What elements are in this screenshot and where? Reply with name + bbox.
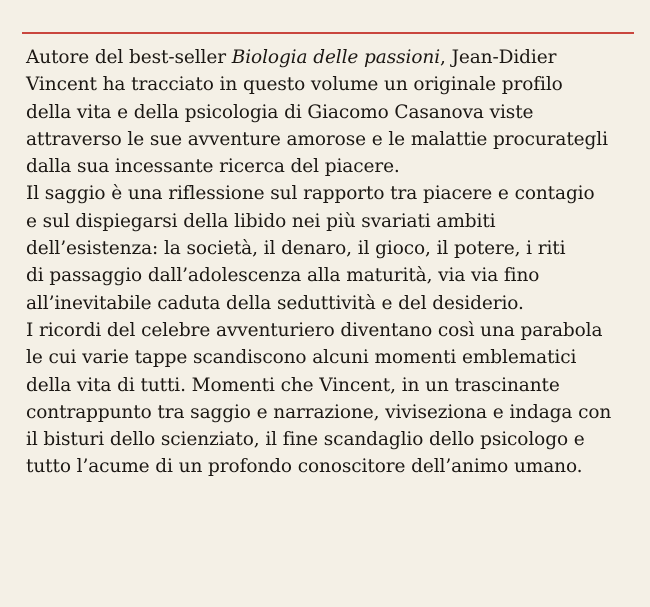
blurb-line: contrappunto tra saggio e narrazione, viviseziona e indaga con — [26, 401, 612, 423]
blurb-text — [26, 44, 641, 481]
blurb-line: e sul dispiegarsi della libido nei più svariati ambiti — [26, 210, 496, 232]
blurb-line: le cui varie tappe scandiscono alcuni momenti emblematici — [26, 347, 577, 369]
red-divider-line — [22, 32, 634, 34]
blurb-line: tutto l’acume di un profondo conoscitore dell’animo umano. — [26, 456, 583, 478]
blurb-line: della vita e della psicologia di Giacomo Casanova viste — [26, 101, 534, 123]
blurb-line: Vincent ha tracciato in questo volume un originale profilo — [26, 74, 563, 96]
blurb-line: attraverso le sue avventure amorose e le malattie procurategli — [26, 128, 608, 150]
blurb-line: il bisturi dello scienziato, il fine scandaglio dello psicologo e — [26, 429, 585, 451]
blurb-line-start: Autore del best-seller — [26, 47, 232, 68]
blurb-line: I ricordi del celebre avventuriero diventano così una parabola — [26, 319, 603, 341]
book-title-italic: Biologia delle passioni — [231, 47, 441, 68]
blurb-line: di passaggio dall’adolescenza alla maturità, via via fino — [26, 265, 540, 287]
blurb-line-end: , Jean-Didier — [440, 47, 557, 68]
blurb-line: all’inevitabile caduta della seduttività e del desiderio. — [26, 292, 524, 314]
blurb-line — [26, 44, 641, 71]
blurb-line: della vita di tutti. Momenti che Vincent, in un trascinante — [26, 374, 560, 396]
blurb-line: dalla sua incessante ricerca del piacere. — [26, 156, 400, 178]
blurb-line: dell’esistenza: la società, il denaro, il gioco, il potere, i riti — [26, 238, 566, 260]
blurb-line: Il saggio è una riflessione sul rapporto tra piacere e contagio — [26, 183, 595, 205]
